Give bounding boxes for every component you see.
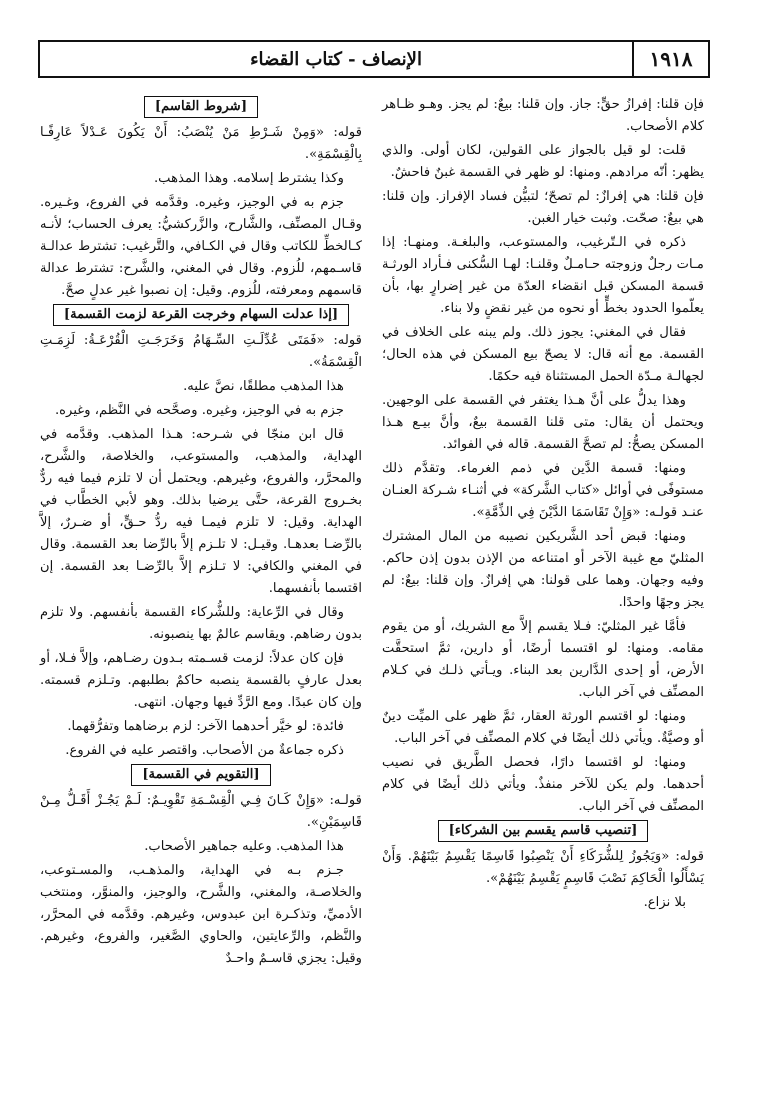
section-heading-text: [تنصيب قاسم يقسم بين الشركاء]	[438, 820, 649, 842]
section-heading-text: [التقويم في القسمة]	[131, 764, 270, 786]
paragraph: فقال في المغني: يجوز ذلك. ولم يبنه على الخلاف في القسمة. مع أنه قال: لا يصحّ بيع المسكن في هذه الحال؛ لجهالـة مـدّة الحمل المستثناة فيه حكمًا.	[382, 325, 704, 384]
left-text-column	[40, 94, 362, 972]
paragraph: وقال في الرِّعاية: وللشُّركاء القسمة بأنفسهم. ولا تلزم بدون رضاهم. ويقاسم عالمٌ بها ينصبونه.	[40, 605, 362, 642]
paragraph: قوله: «وَيَجُوزُ لِلشُّرَكَاءِ أَنْ يَنْصِبُوا قَاسِمًا يَقْسِمُ بَيْنَهُمْ. وَأَنْ يَسْأَلُوا الْحَاكِمَ نَصْبَ قَاسِمٍ يَقْسِمُ بَيْنَهُمْ».	[382, 849, 704, 886]
paragraph: بلا نزاع.	[643, 895, 686, 910]
paragraph: قوله: «فَمَتَى عُدِّلَـتِ السِّـهَامُ وَخَرَجَـتِ الْقُرْعَـةُ: لَزِمَـتِ الْقِسْمَةُ».	[40, 333, 362, 370]
paragraph: فإن قلنا: إفرازُ حقٍّ: جاز. وإن قلنا: بيعٌ: لم يجز. وهـو ظـاهر كلام الأصحاب.	[382, 97, 704, 134]
paragraph: قلت: لو قيل بالجواز على القولين، لكان أولى. والذي يظهر: أنّه مرادهم. ومنها: لو ظهر في القسمة غبنٌ فاحشٌ.	[382, 143, 704, 180]
paragraph: ذكره جماعةٌ من الأصحاب. واقتصر عليه في الفروع.	[65, 743, 344, 758]
paragraph: فأمَّا غير المثليّ: فـلا يقسم إلاَّ مع الشريك، أو من يقوم مقامه. ومنها: لو اقتسما أرضًا، أو دارين، ثمَّ استحقَّت الأرض، أو إحدى الدَّارين بعد البناء. ويـأتي ذلـك في كـلام المصنِّف في آخر الباب.	[382, 619, 704, 700]
section-heading	[40, 96, 362, 118]
page-header	[38, 40, 710, 78]
paragraph: قوله: «وَمِنْ شَـرْطِ مَنْ يُنْصَبُ: أَنْ يَكُونَ عَـدْلاً عَارِفًـا بِالْقِسْمَةِ».	[40, 125, 362, 162]
paragraph: وكذا يشترط إسلامه. وهذا المذهب.	[153, 171, 344, 186]
paragraph: هذا المذهب. وعليه جماهير الأصحاب.	[144, 839, 344, 854]
paragraph: هذا المذهب مطلقًا، نصَّ عليه.	[183, 379, 344, 394]
paragraph: جزم به في الوجيز، وغيره. وقدَّمه في الفروع، وغـيره. وقـال المصنِّف، والشَّارح، والزَّركشيُّ: يعرف الحساب؛ لأنـه كـالخطِّ للكاتب وقال في الكـافي، والتَّرغيب: تشترط عدالـة قاسـمهم، للُزوم. وقال في المغني، والشَّرح: تشترط عدالة قاسمهم ومعرفته، للُزوم. وقيل: إن نصبوا غير عدلٍ صحَّ.	[40, 195, 362, 298]
page-number: ١٩١٨	[632, 42, 708, 76]
paragraph: قولـه: «وَإِنْ كَـانَ فِـي الْقِسْـمَةِ تَقْوِيـمٌ: لَـمْ يَجُـزْ أَقَـلُّ مِـنْ قَاسِمَيْنِ».	[40, 793, 362, 830]
paragraph: ذكره في الـتّرغيب، والمستوعب، والبلغـة. ومنهـا: إذا مـات رجلٌ وزوجته حـامـلٌ وقلنـا: لهـا السُّكنى فـأراد الورثـة قسمة المسكن قبل انقضاء العدّة من غير إضرارٍ بها، بأن يعلّموا الحدود بخطٍّ أو نحوه من غير نقضٍ ولا بناء.	[382, 235, 704, 316]
paragraph: فإن كان عدلاً: لزمت قسـمته بـدون رضـاهم، وإلاَّ فـلا، أو بعدل عارفٍ بالقسمة ينصبه حاكمٌ بطلبهم. وتـلزم قسمته. وإن كان عبدًا. ومع الرَّدِّ فيها وجهان. انتهى.	[40, 651, 362, 710]
section-heading	[40, 764, 362, 786]
paragraph: قال ابن منجّا في شـرحه: هـذا المذهب. وقدَّمه في الهداية، والمذهب، والمستوعب، والخلاصة، والشَّرح، والمحرَّر، والفروع، وغيرهم. ويحتمل أن لا تلزم فيما فيه ردٌّ بخـروج القرعة، حتَّى يرضيا بذلك. وهو لأبي الخطَّاب في الهداية. وقيل: لا تلزم فيمـا فيه ردُّ حـقٍّ، أو ضـررٌ، إلاَّ بالرِّضـا بعدهـا. وقيـل: لا تلـزم إلاَّ بالرِّضا بعد القسمة. وقال في المغني والكافي: لا تـلزم إلاَّ بالرِّضـا بعد القسمة. إن اقتسما بأنفسهما.	[40, 427, 362, 596]
paragraph: فإن قلنا: هي إفرازٌ: لم تصحّ؛ لتبيُّن فساد الإفراز. وإن قلنا: هي بيعٌ: صحّت. وثبت خيار الغبن.	[382, 189, 704, 226]
paragraph: ومنها: قبض أحد الشَّريكين نصيبه من المال المشترك المثليّ مع غيبة الآخر أو امتناعه من الإذن بدون إذن حاكم. وفيه وجهان. وهما على قولنا: هي إفرازٌ. وإن قلنا: بيعٌ: لم يجز وجهًا واحدًا.	[382, 529, 704, 610]
paragraph: ومنها: لو اقتسم الورثة العقار، ثمَّ ظهر على الميِّت دينٌ أو وصيَّةٌ. ويأتي ذلك أيضًا في كلام المصنِّف في آخر الباب.	[382, 709, 704, 746]
section-heading	[40, 304, 362, 326]
right-text-column	[382, 94, 704, 916]
paragraph: ومنها: لو اقتسما دارًا، فحصل الطَّريق في نصيب أحدهما. ولم يكن للآخر منفذٌ. ويأتي ذلك أيضًا في كلام المصنِّف في آخر الباب.	[382, 755, 704, 814]
section-heading-text: [شروط القاسم]	[144, 96, 258, 118]
paragraph: جـزم بـه في الهداية، والمذهـب، والمسـتوعب، والخلاصـة، والمغني، والشَّرح، والوجيز، والمنوَّر، ومنتخب الأدميِّ، وتذكـرة ابن عبدوس، وغيرهم. وقدَّمه في المحرَّر، والنَّظم، والرِّعايتين، والحاوي الصَّغير، والفروع، وغيرهم. وقيل: يجزي قاسـمٌ واحـدٌ	[40, 863, 362, 966]
paragraph: جزم به في الوجيز، وغيره. وصحَّحه في النَّظم، وغيره.	[54, 403, 344, 418]
paragraph: وهذا يدلُّ على أنَّ هـذا يغتفر في القسمة على الوجهين. ويحتمل أن يقال: متى قلنا القسمة بيعٌ، وأنَّ بيـع هـذا المسكن يصحُّ: لم تصحَّ القسمة. قاله في الفوائد.	[382, 393, 704, 452]
paragraph: فائدة: لو خيَّر أحدهما الآخر: لزم برضاهما وتفرُّقهما.	[67, 719, 344, 734]
section-heading	[382, 820, 704, 842]
section-heading-text: [إذا عدلت السهام وخرجت القرعة لزمت القسمة]	[53, 304, 349, 326]
running-title: الإنصاف - كتاب القضاء	[250, 48, 422, 70]
paragraph: ومنها: قسمة الدَّين في ذمم الغرماء. وتقدَّم ذلك مستوفًى في أوائل «كتاب الشَّركة» في أثنـاء شـركة العنـان عنـد قولـه: «وَإِنْ تَقَاسَمَا الدَّيْنَ فِي الذِّمَّةِ».	[382, 461, 704, 520]
